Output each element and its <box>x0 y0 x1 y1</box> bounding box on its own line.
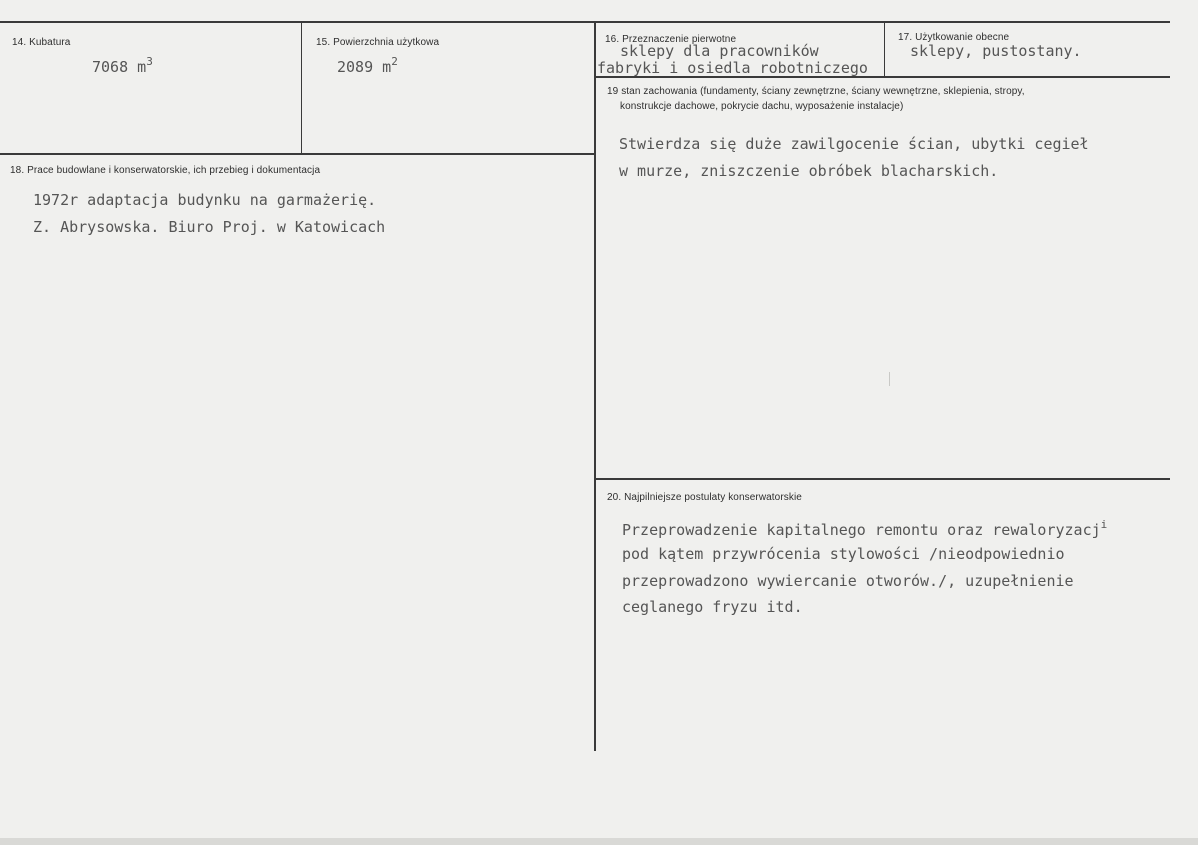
prace-line2: Z. Abrysowska. Biuro Proj. w Katowicach <box>33 218 386 236</box>
paper-crease <box>889 372 890 386</box>
stan-line2: w murze, zniszczenie obróbek blacharskich. <box>619 162 999 180</box>
stan-label-line2: konstrukcje dachowe, pokrycie dachu, wyposażenie instalacje) <box>620 101 904 112</box>
powierzchnia-label: 15. Powierzchnia użytkowa <box>316 37 440 48</box>
przeznaczenie-line2: fabryki i osiedla robotniczego <box>597 59 868 77</box>
stan-label-line1: 19 stan zachowania (fundamenty, ściany zewnętrzne, ściany wewnętrzne, sklepienia, stropy, <box>607 86 1025 97</box>
postulaty-line3: przeprowadzono wywiercanie otworów./, uzupełnienie <box>622 572 1074 590</box>
postulaty-line2: pod kątem przywrócenia stylowości /nieodpowiednio <box>622 545 1065 563</box>
przeznaczenie-label: 16. Przeznaczenie pierwotne <box>605 34 737 45</box>
main-vertical-divider <box>594 22 596 751</box>
divider-14-15 <box>301 22 302 154</box>
uzytkowanie-value: sklepy, pustostany. <box>910 42 1082 60</box>
prace-line1: 1972r adaptacja budynku na garmażerię. <box>33 191 377 209</box>
divider-16-17 <box>884 22 885 77</box>
postulaty-line1: Przeprowadzenie kapitalnego remontu oraz rewaloryzacj$^i$ <box>622 518 1108 539</box>
przeznaczenie-line1: sklepy dla pracowników <box>620 42 819 60</box>
rule-under-14-15 <box>0 153 596 155</box>
powierzchnia-exponent: 2 <box>391 55 398 68</box>
powierzchnia-value: 2089 $m^2$ <box>337 55 398 76</box>
kubatura-exponent: 3 <box>146 55 153 68</box>
postulaty-label: 20. Najpilniejsze postulaty konserwatorskie <box>607 492 802 503</box>
kubatura-label: 14. Kubatura <box>12 37 71 48</box>
stan-line1: Stwierdza się duże zawilgocenie ścian, ubytki cegieł <box>619 135 1089 153</box>
postulaty-line4: ceglanego fryzu itd. <box>622 598 803 616</box>
top-rule <box>0 21 1170 23</box>
kubatura-value: 7068 $m^3$ <box>92 55 153 76</box>
uzytkowanie-label: 17. Użytkowanie obecne <box>898 32 1010 43</box>
card-edge <box>0 838 1198 845</box>
postulaty-line1-sup: i <box>1100 518 1108 531</box>
rule-above-20 <box>595 478 1170 480</box>
prace-label: 18. Prace budowlane i konserwatorskie, ich przebieg i dokumentacja <box>10 165 321 176</box>
